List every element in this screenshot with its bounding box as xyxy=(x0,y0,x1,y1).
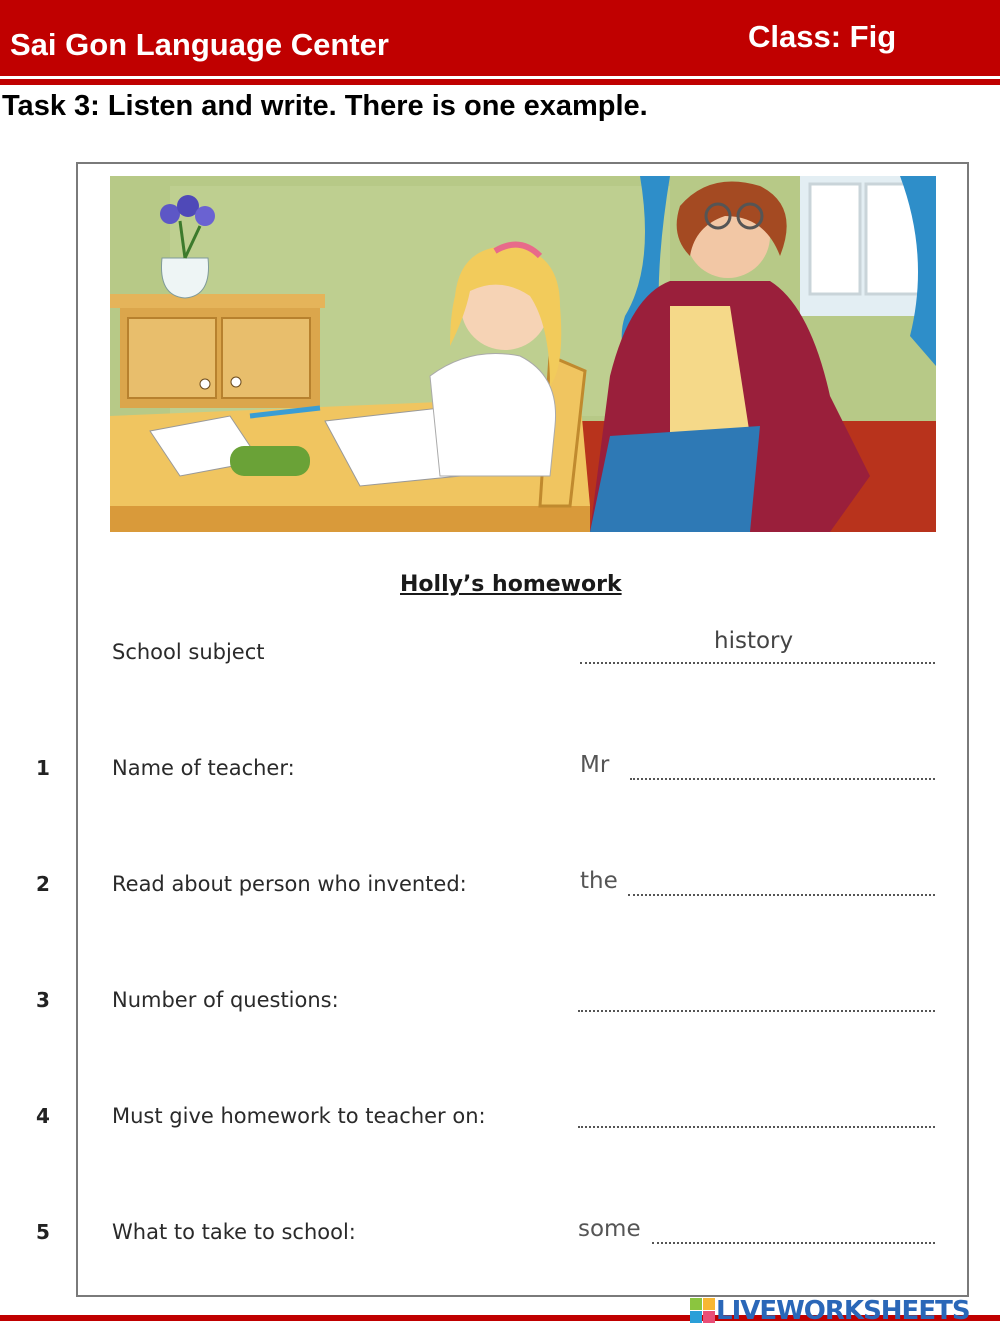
question-row xyxy=(0,1104,1000,1144)
example-answer-line xyxy=(580,658,935,664)
question-label: Must give homework to teacher on: xyxy=(112,1104,486,1128)
question-number: 3 xyxy=(36,988,50,1012)
question-number: 2 xyxy=(36,872,50,896)
question-label: Read about person who invented: xyxy=(112,872,467,896)
question-number: 4 xyxy=(36,1104,50,1128)
question-row xyxy=(0,988,1000,1028)
answer-blank[interactable] xyxy=(630,774,935,780)
question-label: Name of teacher: xyxy=(112,756,295,780)
task-title: Task 3: Listen and write. There is one example. xyxy=(2,90,648,122)
liveworksheets-logo-icon xyxy=(690,1298,716,1324)
homework-illustration xyxy=(110,176,936,532)
answer-prefix: Mr xyxy=(580,752,610,778)
liveworksheets-logo-text: LIVEWORKSHEETS xyxy=(716,1296,970,1326)
answer-prefix: some xyxy=(578,1216,641,1242)
answer-prefix: the xyxy=(580,868,618,894)
answer-blank[interactable] xyxy=(578,1006,935,1012)
worksheet-title: Holly’s homework xyxy=(400,572,622,597)
question-number: 1 xyxy=(36,756,50,780)
question-row xyxy=(0,752,1000,796)
example-row xyxy=(0,628,1000,680)
question-number: 5 xyxy=(36,1220,50,1244)
class-label: Class: Fig xyxy=(748,19,897,54)
question-row xyxy=(0,1216,1000,1260)
answer-blank[interactable] xyxy=(628,890,935,896)
question-label: What to take to school: xyxy=(112,1220,356,1244)
answer-blank[interactable] xyxy=(578,1122,935,1128)
header-divider xyxy=(0,79,1000,85)
example-label: School subject xyxy=(112,640,265,664)
center-name: Sai Gon Language Center xyxy=(10,27,389,62)
example-answer: history xyxy=(714,628,794,654)
answer-blank[interactable] xyxy=(652,1238,935,1244)
question-label: Number of questions: xyxy=(112,988,339,1012)
liveworksheets-logo xyxy=(690,1296,970,1326)
question-row xyxy=(0,868,1000,912)
